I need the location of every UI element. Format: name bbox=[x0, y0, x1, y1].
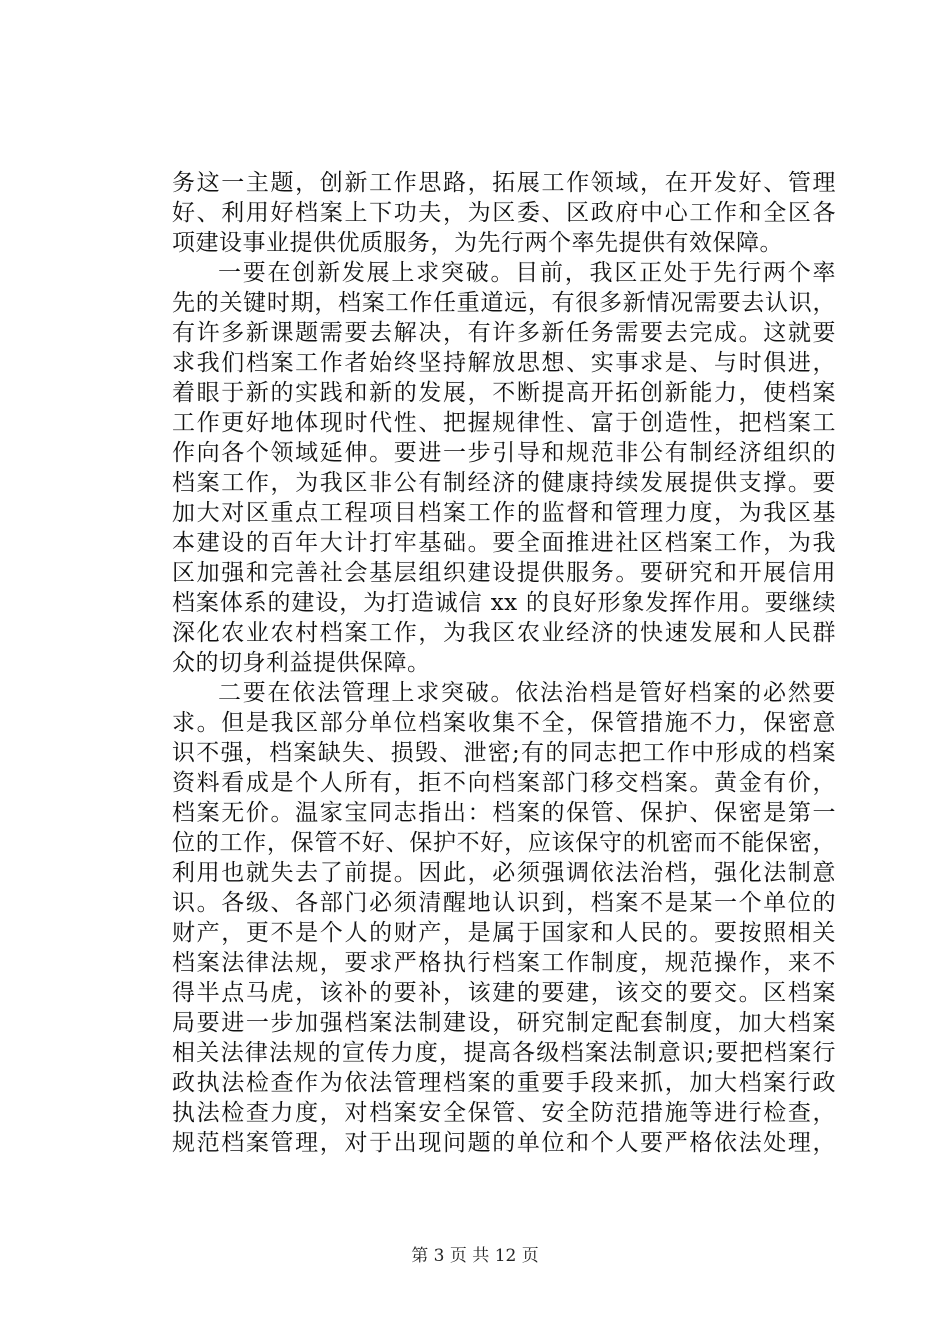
text-line: 档案法律法规，要求严格执行档案工作制度，规范操作，来不 bbox=[172, 950, 836, 976]
text-line: 识不强，档案缺失、损毁、泄密;有的同志把工作中形成的档案 bbox=[172, 740, 836, 766]
text-line: 求。但是我区部分单位档案收集不全，保管措施不力，保密意 bbox=[172, 710, 836, 736]
paragraph-first-line: 一要在创新发展上求突破。目前，我区正处于先行两个率 bbox=[218, 260, 836, 286]
text-line: 利用也就失去了前提。因此，必须强调依法治档，强化法制意 bbox=[172, 860, 836, 886]
text-line: 有许多新课题需要去解决，有许多新任务需要去完成。这就要 bbox=[172, 320, 836, 346]
text-line: 位的工作，保管不好、保护不好，应该保守的机密而不能保密， bbox=[172, 830, 836, 856]
text-line: 得半点马虎，该补的要补，该建的要建，该交的要交。区档案 bbox=[172, 980, 836, 1006]
text-line: 项建设事业提供优质服务，为先行两个率先提供有效保障。 bbox=[172, 230, 783, 256]
text-line: 务这一主题，创新工作思路，拓展工作领域，在开发好、管理 bbox=[172, 170, 836, 196]
paragraph-first-line: 二要在依法管理上求突破。依法治档是管好档案的必然要 bbox=[218, 680, 836, 706]
text-line: 本建设的百年大计打牢基础。要全面推进社区档案工作，为我 bbox=[172, 530, 836, 556]
text-line: 深化农业农村档案工作，为我区农业经济的快速发展和人民群 bbox=[172, 620, 836, 646]
text-line: 执法检查力度，对档案安全保管、安全防范措施等进行检查， bbox=[172, 1100, 836, 1126]
text-line: 档案工作，为我区非公有制经济的健康持续发展提供支撑。要 bbox=[172, 470, 836, 496]
text-line: 众的切身利益提供保障。 bbox=[172, 650, 431, 676]
text-line: 着眼于新的实践和新的发展，不断提高开拓创新能力，使档案 bbox=[172, 380, 836, 406]
text-line: 区加强和完善社会基层组织建设提供服务。要研究和开展信用 bbox=[172, 560, 836, 586]
page-footer bbox=[0, 1245, 950, 1267]
text-line: 规范档案管理，对于出现问题的单位和个人要严格依法处理， bbox=[172, 1130, 836, 1156]
text-line: 工作更好地体现时代性、把握规律性、富于创造性，把档案工 bbox=[172, 410, 836, 436]
text-line: 局要进一步加强档案法制建设，研究制定配套制度，加大档案 bbox=[172, 1010, 836, 1036]
text-line: 识。各级、各部门必须清醒地认识到，档案不是某一个单位的 bbox=[172, 890, 836, 916]
text-line: 求我们档案工作者始终坚持解放思想、实事求是、与时俱进， bbox=[172, 350, 836, 376]
text-line: 相关法律法规的宣传力度，提高各级档案法制意识;要把档案行 bbox=[172, 1040, 836, 1066]
text-line: 资料看成是个人所有，拒不向档案部门移交档案。黄金有价， bbox=[172, 770, 836, 796]
text-line: 作向各个领域延伸。要进一步引导和规范非公有制经济组织的 bbox=[172, 440, 836, 466]
text-line: 先的关键时期，档案工作任重道远，有很多新情况需要去认识， bbox=[172, 290, 836, 316]
text-line: 好、利用好档案上下功夫，为区委、区政府中心工作和全区各 bbox=[172, 200, 836, 226]
text-line: 档案无价。温家宝同志指出：档案的保管、保护、保密是第一 bbox=[172, 800, 836, 826]
text-line: 政执法检查作为依法管理档案的重要手段来抓，加大档案行政 bbox=[172, 1070, 836, 1096]
page-number: 第 3 页 共 12 页 bbox=[411, 1246, 539, 1266]
text-line: 财产，更不是个人的财产，是属于国家和人民的。要按照相关 bbox=[172, 920, 836, 946]
text-line: 档案体系的建设，为打造诚信 xx 的良好形象发挥作用。要继续 bbox=[172, 590, 836, 616]
body-text bbox=[172, 168, 836, 1158]
text-line: 加大对区重点工程项目档案工作的监督和管理力度，为我区基 bbox=[172, 500, 836, 526]
